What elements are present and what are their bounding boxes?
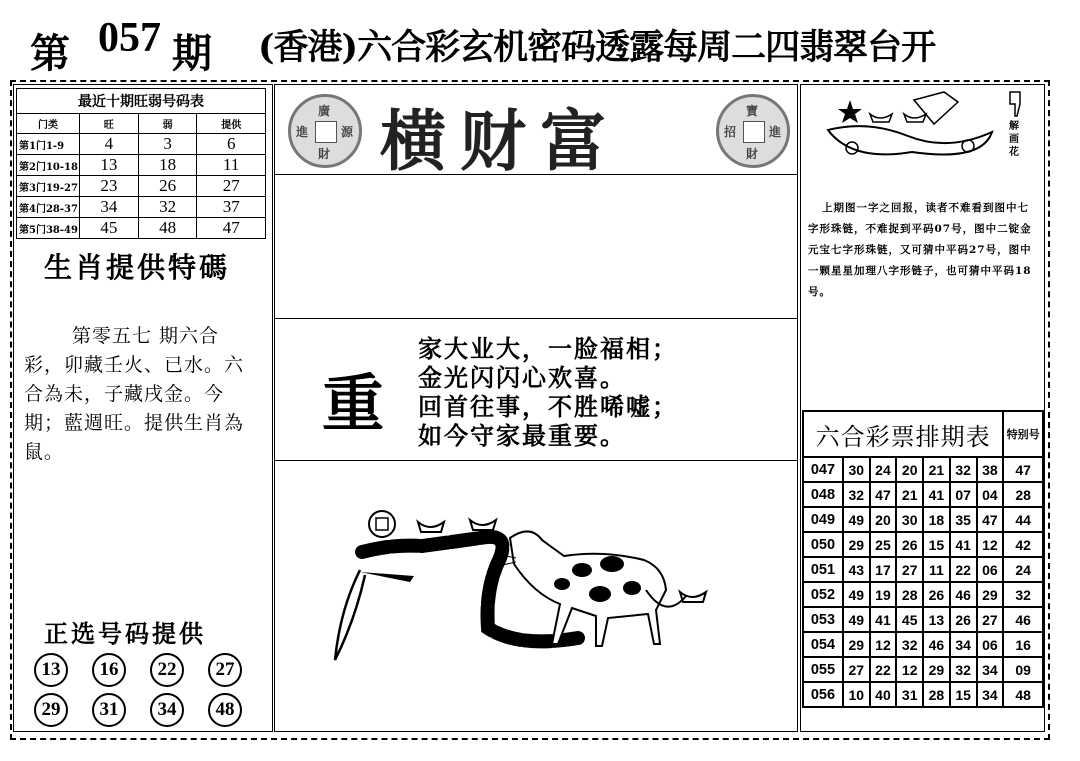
zodiac-title: 生肖提供特碼 <box>44 251 231 284</box>
number-cell: 34 <box>977 682 1004 707</box>
number-ball: 31 <box>92 693 126 727</box>
number-ball: 48 <box>208 693 242 727</box>
number-cell: 19 <box>870 582 897 607</box>
schedule-row <box>803 582 1043 607</box>
zodiac-text: 第零五七 期六合彩，卯藏壬火、已水。六合為未，子藏戌金。今期；藍週旺。提供生肖為鼠。 <box>24 325 245 463</box>
number-cell: 12 <box>870 632 897 657</box>
table-cell: 27 <box>197 176 266 197</box>
table-cell: 4 <box>80 134 139 155</box>
ingot-icon <box>870 114 892 122</box>
number-cell: 30 <box>843 457 870 482</box>
period-cell: 047 <box>803 457 843 482</box>
jiemi-label: 解画花 <box>1009 121 1019 158</box>
schedule-row <box>803 532 1043 557</box>
table-row <box>17 155 266 176</box>
cat-icon <box>510 531 666 646</box>
number-cell: 46 <box>950 582 977 607</box>
table-cell: 23 <box>80 176 139 197</box>
table-cell: 37 <box>197 197 266 218</box>
main-title: 横财富 <box>380 102 620 180</box>
schedule-row <box>803 657 1043 682</box>
table-cell: 48 <box>138 218 197 239</box>
special-number-cell: 42 <box>1003 532 1043 557</box>
number-cell: 40 <box>870 682 897 707</box>
schedule-table <box>802 410 1044 708</box>
hot-table-caption: 最近十期旺弱号码表 <box>16 88 266 113</box>
number-cell: 25 <box>870 532 897 557</box>
col-header: 提供 <box>197 114 266 134</box>
blank-box <box>274 174 798 319</box>
coin-left-icon: 廣 進 源 財 <box>288 94 362 168</box>
schedule-row <box>803 507 1043 532</box>
number-cell: 22 <box>870 657 897 682</box>
special-number-cell: 28 <box>1003 482 1043 507</box>
number-cell: 41 <box>870 607 897 632</box>
number-cell: 12 <box>977 532 1004 557</box>
sword-icon <box>335 570 365 660</box>
table-cell: 第5门38-49 <box>17 218 80 239</box>
number-ball: 34 <box>150 693 184 727</box>
table-cell: 第4门28-37 <box>17 197 80 218</box>
ingot-icon <box>470 520 496 530</box>
number-cell: 45 <box>896 607 923 632</box>
number-cell: 28 <box>896 582 923 607</box>
number-cell: 13 <box>923 607 950 632</box>
period-cell: 049 <box>803 507 843 532</box>
number-cell: 11 <box>923 557 950 582</box>
table-cell: 32 <box>138 197 197 218</box>
coin-right-icon: 寶 招 進 財 <box>716 94 790 168</box>
number-ball: 27 <box>208 653 242 687</box>
special-number-cell: 47 <box>1003 457 1043 482</box>
number-cell: 49 <box>843 507 870 532</box>
number-ball: 29 <box>34 693 68 727</box>
special-number-cell: 16 <box>1003 632 1043 657</box>
schedule-row <box>803 557 1043 582</box>
riddle-illustration <box>818 90 1000 170</box>
number-cell: 32 <box>950 657 977 682</box>
number-cell: 34 <box>950 632 977 657</box>
number-cell: 27 <box>977 607 1004 632</box>
number-cell: 49 <box>843 582 870 607</box>
number-cell: 10 <box>843 682 870 707</box>
special-number-cell: 48 <box>1003 682 1043 707</box>
special-number-cell: 32 <box>1003 582 1043 607</box>
schedule-row <box>803 607 1043 632</box>
special-number-label: 特别号 <box>1003 411 1043 457</box>
table-cell: 3 <box>138 134 197 155</box>
period-cell: 054 <box>803 632 843 657</box>
table-cell: 45 <box>80 218 139 239</box>
table-row <box>17 176 266 197</box>
pointing-hand-icon <box>1006 90 1026 118</box>
number-cell: 20 <box>896 457 923 482</box>
number-ball: 13 <box>34 653 68 687</box>
period-cell: 055 <box>803 657 843 682</box>
star-icon <box>838 100 862 123</box>
number-cell: 30 <box>896 507 923 532</box>
special-number-cell: 44 <box>1003 507 1043 532</box>
period-cell: 052 <box>803 582 843 607</box>
number-cell: 07 <box>950 482 977 507</box>
cat-illustration <box>320 500 720 670</box>
table-cell: 第3门19-27 <box>17 176 80 197</box>
number-cell: 18 <box>923 507 950 532</box>
period-cell: 056 <box>803 682 843 707</box>
table-cell: 6 <box>197 134 266 155</box>
number-cell: 47 <box>977 507 1004 532</box>
number-cell: 29 <box>843 632 870 657</box>
number-cell: 20 <box>870 507 897 532</box>
schedule-row <box>803 682 1043 707</box>
table-cell: 第2门10-18 <box>17 155 80 176</box>
ingot-icon <box>418 522 444 532</box>
number-ball: 22 <box>150 653 184 687</box>
number-cell: 35 <box>950 507 977 532</box>
number-cell: 32 <box>896 632 923 657</box>
table-row <box>17 218 266 239</box>
number-cell: 06 <box>977 557 1004 582</box>
issue-suffix: 期 <box>172 30 212 77</box>
number-cell: 38 <box>977 457 1004 482</box>
table-cell: 18 <box>138 155 197 176</box>
poem-line: 回首往事，不胜唏嘘； <box>418 392 678 421</box>
table-cell: 34 <box>80 197 139 218</box>
table-cell: 13 <box>80 155 139 176</box>
number-cell: 06 <box>977 632 1004 657</box>
coin-icon <box>369 511 395 537</box>
number-cell: 29 <box>977 582 1004 607</box>
number-cell: 26 <box>923 582 950 607</box>
table-cell: 26 <box>138 176 197 197</box>
selection-title: 正选号码提供 <box>44 619 206 648</box>
number-cell: 29 <box>923 657 950 682</box>
number-cell: 04 <box>977 482 1004 507</box>
table-cell: 11 <box>197 155 266 176</box>
number-cell: 47 <box>870 482 897 507</box>
number-cell: 28 <box>923 682 950 707</box>
period-cell: 051 <box>803 557 843 582</box>
number-cell: 27 <box>843 657 870 682</box>
number-cell: 21 <box>923 457 950 482</box>
issue-prefix: 第 <box>30 30 70 77</box>
number-cell: 26 <box>950 607 977 632</box>
table-cell: 47 <box>197 218 266 239</box>
number-ball: 16 <box>92 653 126 687</box>
schedule-title: 六合彩票排期表 <box>803 411 1003 457</box>
period-cell: 050 <box>803 532 843 557</box>
number-cell: 41 <box>950 532 977 557</box>
schedule-row <box>803 482 1043 507</box>
table-row <box>17 134 266 155</box>
number-cell: 41 <box>923 482 950 507</box>
table-row <box>17 197 266 218</box>
page-title: (香港)六合彩玄机密码透露每周二四翡翠台开 <box>258 27 936 68</box>
special-number-cell: 09 <box>1003 657 1043 682</box>
special-number-cell: 46 <box>1003 607 1043 632</box>
number-cell: 17 <box>870 557 897 582</box>
number-cell: 43 <box>843 557 870 582</box>
number-cell: 15 <box>950 682 977 707</box>
number-cell: 15 <box>923 532 950 557</box>
hot-weak-table <box>16 88 266 239</box>
number-cell: 32 <box>843 482 870 507</box>
special-number-cell: 24 <box>1003 557 1043 582</box>
number-cell: 29 <box>843 532 870 557</box>
poem-line: 金光闪闪心欢喜。 <box>418 363 626 392</box>
ingot-icon <box>904 114 926 122</box>
poem-line: 如今守家最重要。 <box>418 421 626 450</box>
schedule-row <box>803 632 1043 657</box>
col-header: 旺 <box>80 114 139 134</box>
previous-answer-text: 上期图一字之回报，读者不难看到图中七字形珠链，不难捉到平码07号，图中二锭金元宝七字形珠链，又可猜中平码27号，图中一颗星星加理八字形链子，也可猜中平码18号。 <box>808 202 1032 298</box>
poem-line: 家大业大，一脸福相； <box>418 334 678 363</box>
table-cell: 第1门1-9 <box>17 134 80 155</box>
number-cell: 49 <box>843 607 870 632</box>
number-cell: 26 <box>896 532 923 557</box>
number-cell: 21 <box>896 482 923 507</box>
number-cell: 46 <box>923 632 950 657</box>
number-cell: 24 <box>870 457 897 482</box>
period-cell: 053 <box>803 607 843 632</box>
poem <box>418 334 678 450</box>
number-cell: 22 <box>950 557 977 582</box>
number-cell: 32 <box>950 457 977 482</box>
col-header: 门类 <box>17 114 80 134</box>
number-cell: 34 <box>977 657 1004 682</box>
number-cell: 27 <box>896 557 923 582</box>
col-header: 弱 <box>138 114 197 134</box>
number-cell: 12 <box>896 657 923 682</box>
number-cell: 31 <box>896 682 923 707</box>
period-cell: 048 <box>803 482 843 507</box>
poem-big-char: 重 <box>322 367 385 440</box>
schedule-row <box>803 457 1043 482</box>
issue-number: 057 <box>98 15 161 61</box>
